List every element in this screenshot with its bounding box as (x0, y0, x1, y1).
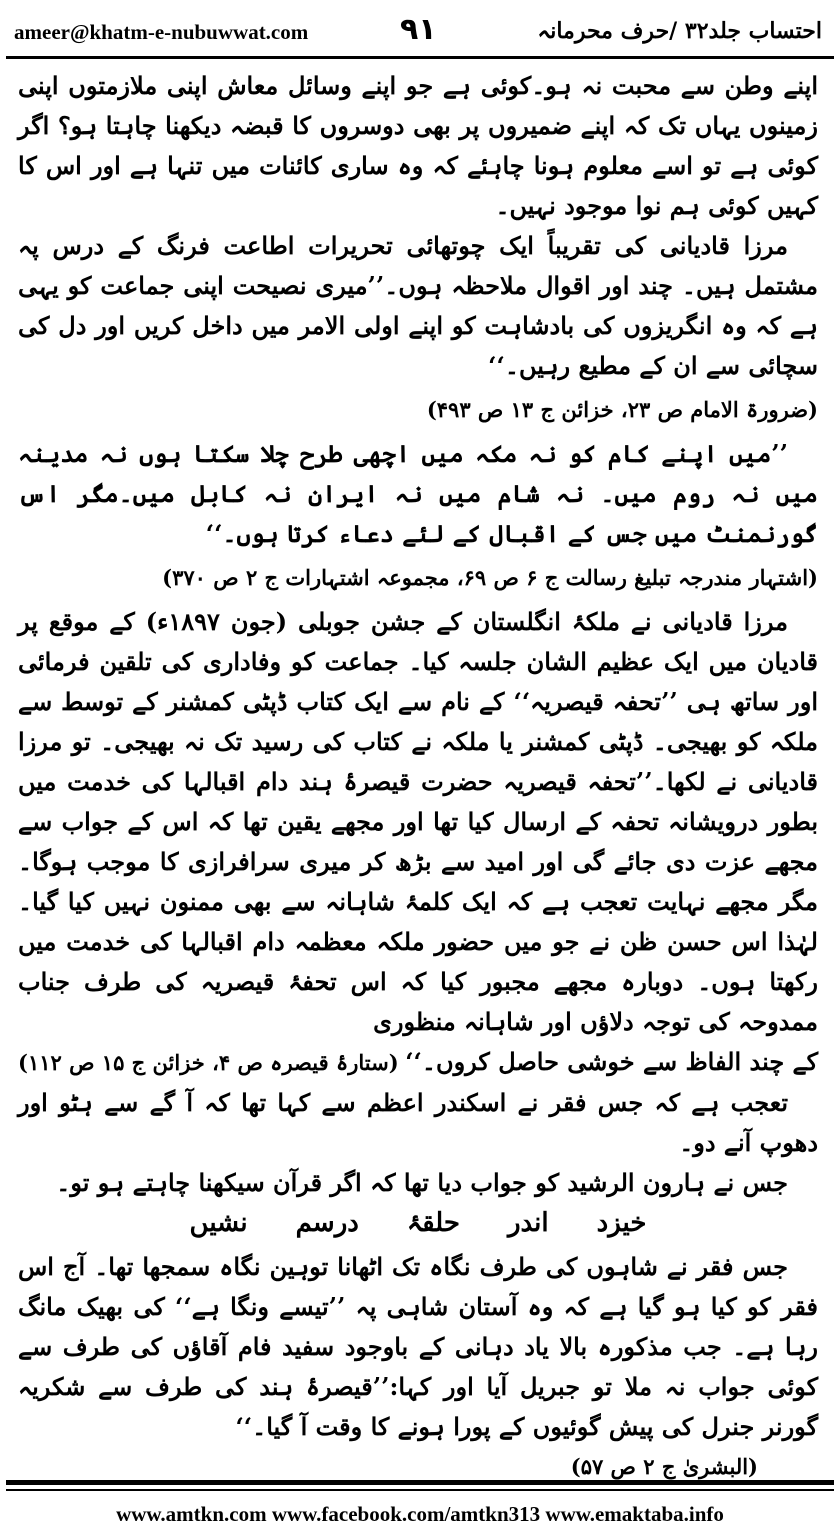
paragraph-2: مرزا قادیانی کی تقریباً ایک چوتھائی تحریرات اطاعت فرنگ کے درس پہ مشتمل ہیں۔ چند اور اقوال ملاحظہ ہوں۔’’میری نصیحت اپنی جماعت کو یہی ہے کہ وہ انگریزوں کی بادشاہت کو اپنے اولی الامر میں داخل کریں اور دل کی سچائی سے ان کے مطیع رہیں۔‘‘ (18, 231, 818, 380)
footer-links[interactable]: www.amtkn.com www.facebook.com/amtkn313 www.emaktaba.info (116, 1502, 724, 1526)
paragraph-4-closing (18, 1042, 818, 1083)
page-header (0, 0, 840, 62)
footer-rule-thick (6, 1480, 834, 1485)
paragraph-4-last-line: کے چند الفاظ سے خوشی حاصل کروں۔‘‘ (405, 1047, 818, 1076)
paragraph-5: تعجب ہے کہ جس فقر نے اسکندر اعظم سے کہا تھا کہ آ گے سے ہٹو اور دھوپ آنے دو۔ (18, 1088, 818, 1157)
poetry-word: حلقۂ (406, 1208, 460, 1238)
poetry-line (18, 1203, 818, 1243)
page-number: ۹۱ (400, 12, 437, 47)
header-rule (6, 56, 834, 59)
poetry-word: خیزد (596, 1208, 647, 1238)
header-email: ameer@khatm-e-nubuwwat.com (14, 20, 309, 44)
paragraph-4: مرزا قادیانی نے ملکۂ انگلستان کے جشن جوبلی (جون ۱۸۹۷ء) کے موقع پر قادیان میں ایک عظیم الشان جلسہ کیا۔ جماعت کو وفاداری کی تلقین فرمائی اور ساتھ ہی ’’تحفہ قیصریہ‘‘ کے نام سے ایک کتاب ڈپٹی کمشنر کے توسط سے ملکہ کو بھیجی۔ ڈپٹی کمشنر یا ملکہ نے کتاب کی رسید تک نہ بھیجی۔ تو مرزا قادیانی نے لکھا۔’’تحفہ قیصریہ حضرت قیصرۂ ہند دام اقبالہا کی خدمت میں بطور درویشانہ تحفہ کے ارسال کیا تھا اور مجھے یقین تھا کہ اس کے جواب سے مجھے عزت دی جائے گی اور امید سے بڑھ کر میری سرافرازی کا موجب ہوگا۔ مگر مجھے نہایت تعجب ہے کہ ایک کلمۂ شاہانہ سے بھی ممنون نہیں کیا گیا۔ لہٰذا اس حسن ظن نے جو میں حضور ملکہ معظمہ دام اقبالہا کی خدمت میں رکھتا ہوں۔ دوبارہ مجھے مجبور کیا کہ اس تحفۂ قیصریہ کی طرف جناب ممدوحہ کی توجہ دلاؤں اور شاہانہ منظوری (18, 607, 818, 1036)
paragraph-6: جس نے ہارون الرشید کو جواب دیا تھا کہ اگر قرآن سیکھنا چاہتے ہو تو۔ (56, 1168, 788, 1197)
paragraph-1: اپنے وطن سے محبت نہ ہو۔کوئی ہے جو اپنے وسائل معاش اپنی ملازمتوں اپنی زمینوں یہاں تک کہ اپنے ضمیروں پر بھی دوسروں کا قبضہ دیکھنا چاہتا ہو؟ اگر کوئی ہے تو اسے معلوم ہونا چاہئے کہ وہ ساری کائنات میں تنہا ہے اور اس کا کہیں کوئی ہم نوا موجود نہیں۔ (18, 71, 818, 220)
footer-divider (6, 1480, 834, 1491)
poetry-word: درسم (295, 1208, 359, 1238)
poetry-word: اندر (507, 1208, 549, 1238)
reference-4: (البشریٰ ج ۲ ص ۵۷) (570, 1454, 758, 1479)
paragraph-3: ’’میں اپنے کام کو نہ مکہ میں اچھی طرح چلا سکتا ہوں نہ مدینہ میں نہ روم میں۔ نہ شام میں نہ ایران نہ کابل میں۔مگر اس گورنمنٹ میں جس کے اقبال کے لئے دعاء کرتا ہوں۔‘‘ (18, 439, 818, 548)
paragraph-7: جس فقر نے شاہوں کی طرف نگاہ تک اٹھانا توہین نگاہ سمجھا تھا۔ آج اس فقر کو کیا ہو گیا ہے کہ وہ آستان شاہی پہ ’’تیسے ونگا ہے‘‘ کی بھیک مانگ رہا ہے۔ جب مذکورہ بالا یاد دہانی کے باوجود سفید فام آقاؤں کی طرف سے کوئی جواب نہ ملا تو جبریل آیا اور کہا:’’قیصرۂ ہند کی طرف سے شکریہ گورنر جنرل کی پیش گوئیوں کے پورا ہونے کا وقت آ گیا۔‘‘ (18, 1252, 818, 1441)
reference-3: (ستارۂ قیصرہ ص ۴، خزائن ج ۱۵ ص ۱۱۲) (18, 1050, 399, 1075)
header-title: احتساب جلد۳۲ /حرف محرمانہ (537, 18, 822, 44)
poetry-word: نشیں (189, 1208, 248, 1238)
reference-2: (اشتہار مندرجہ تبلیغ رسالت ج ۶ ص ۶۹، مجموعہ اشتہارات ج ۲ ص ۳۷۰) (162, 565, 818, 590)
footer-rule-thin (6, 1489, 834, 1491)
reference-1: (ضرورۃ الامام ص ۲۳، خزائن ج ۱۳ ص ۴۹۳) (426, 397, 818, 422)
page-body (18, 66, 818, 1487)
